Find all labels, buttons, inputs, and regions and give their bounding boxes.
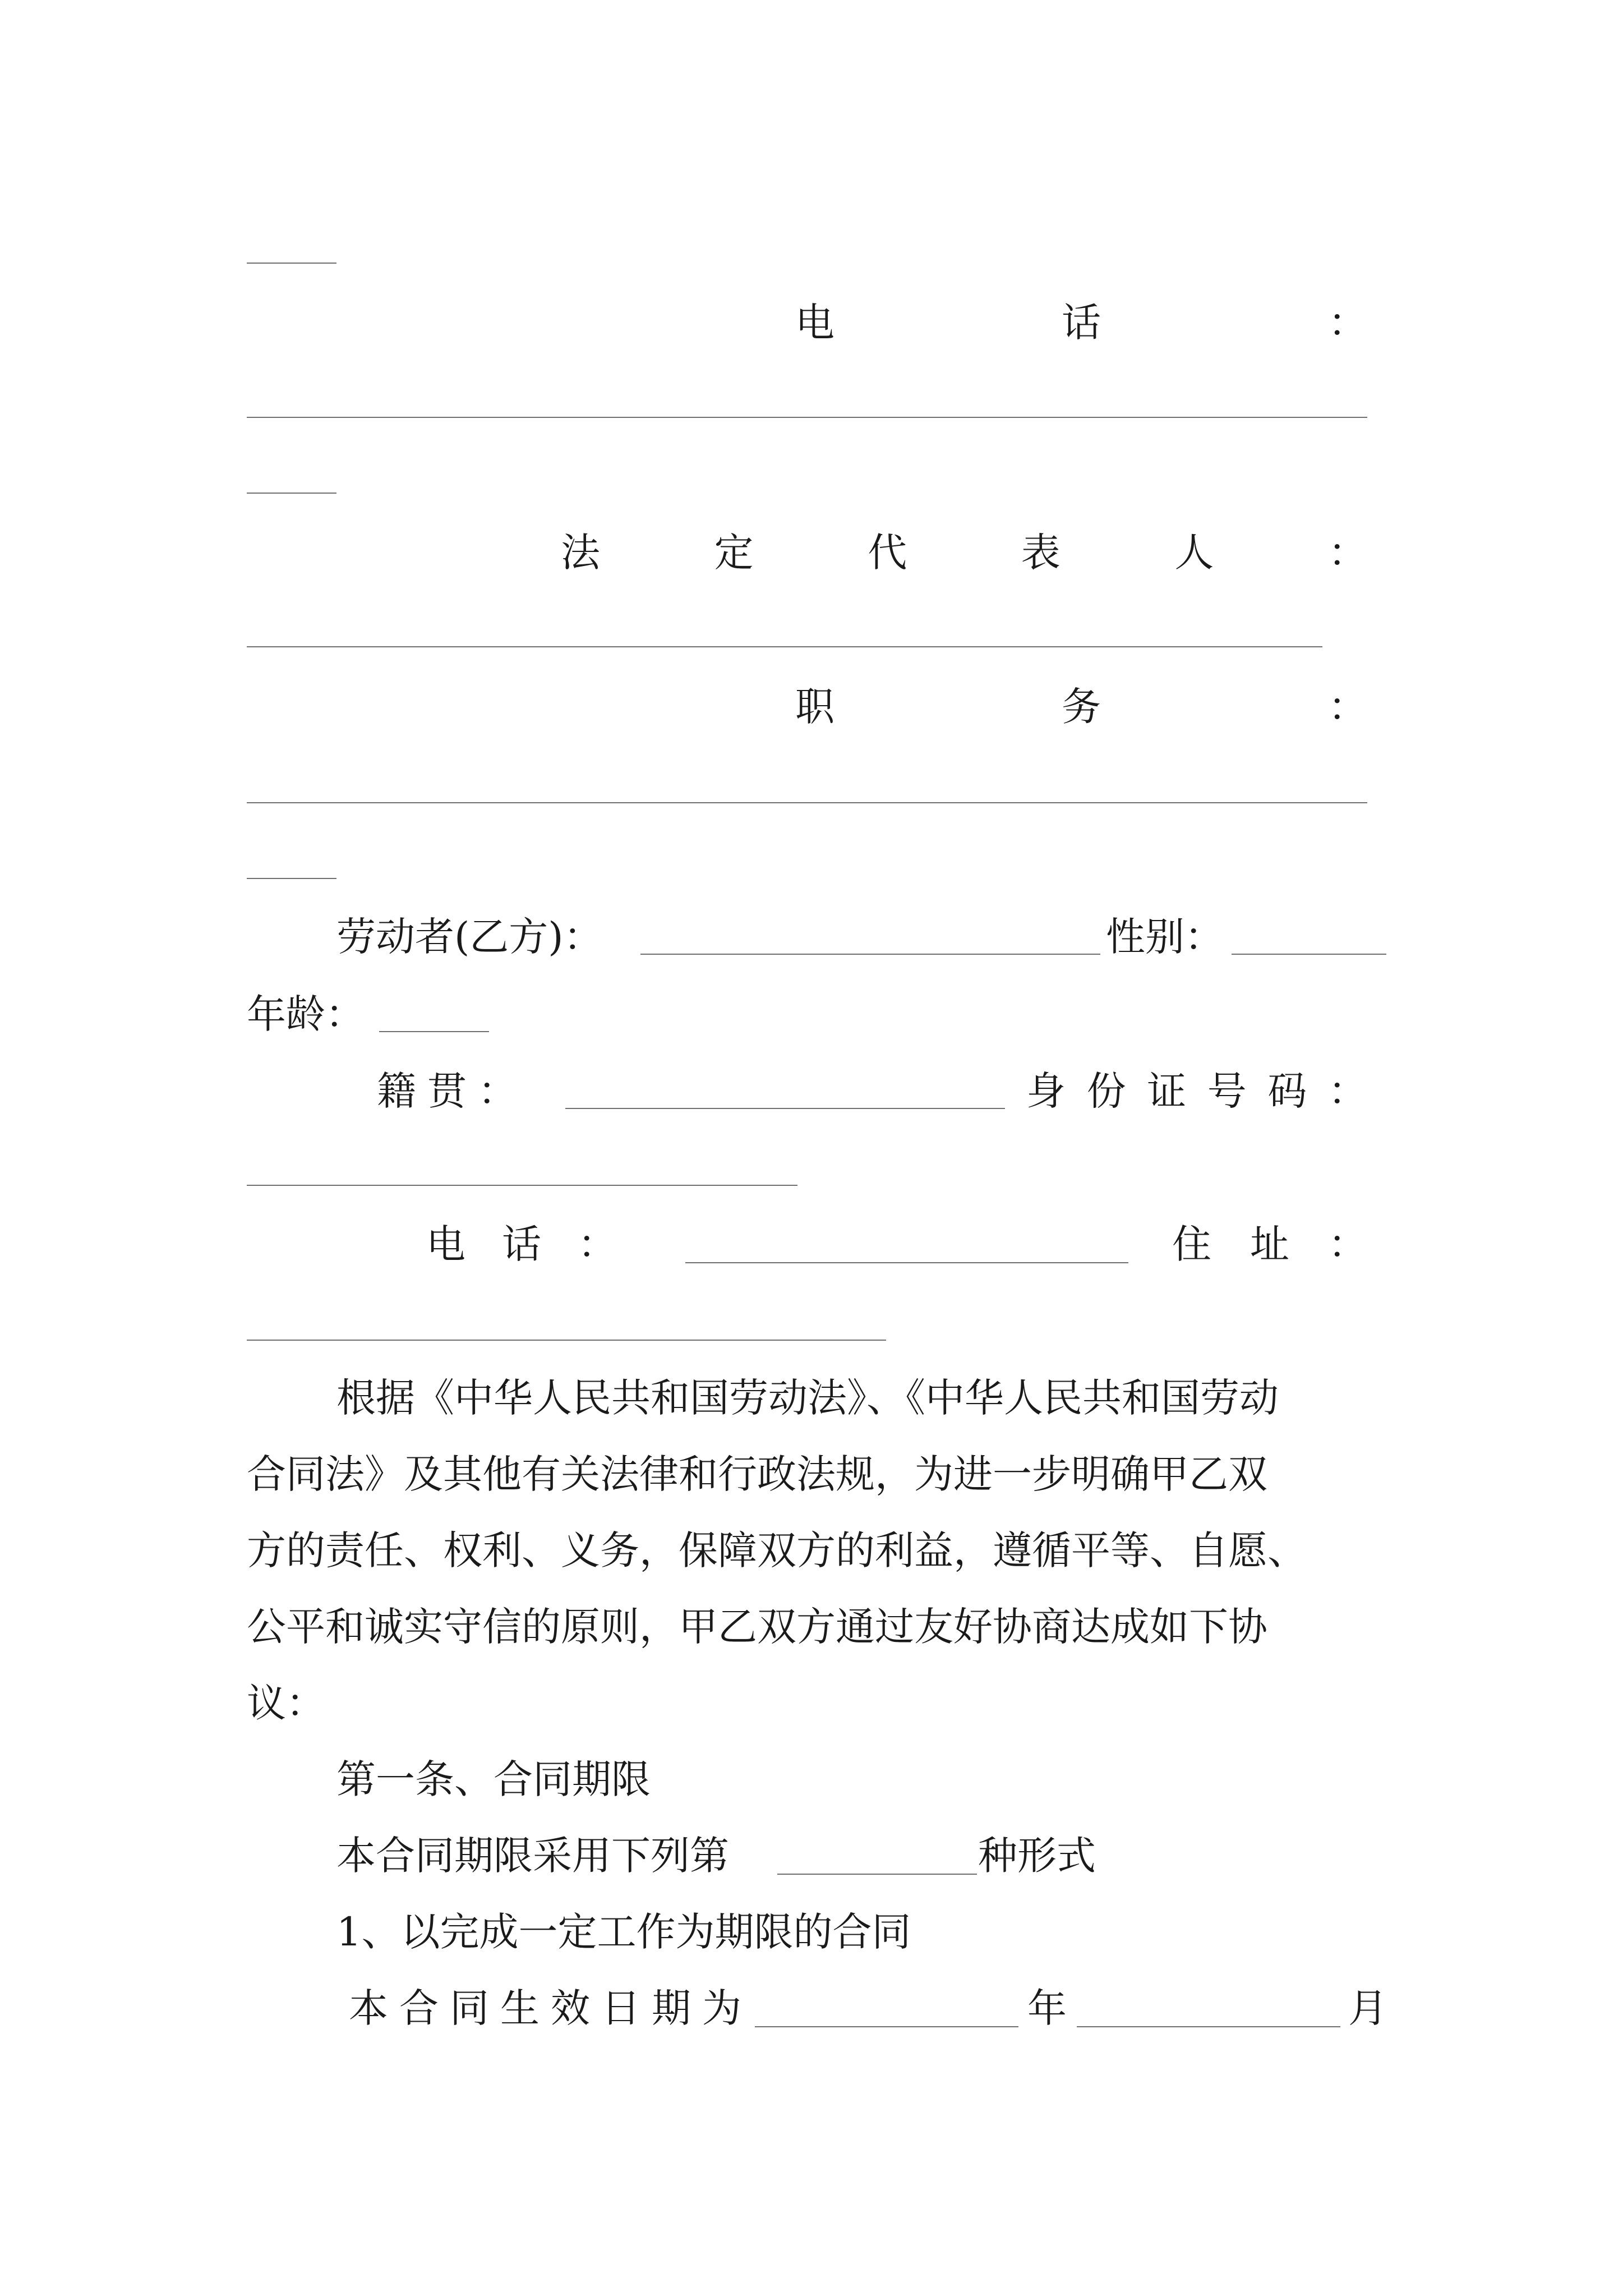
contract-form-field[interactable]: [777, 1874, 977, 1875]
label-char: 表: [1021, 530, 1061, 576]
position-label: [795, 679, 1367, 735]
label-char: 电: [795, 300, 834, 346]
preamble-line: 议：: [247, 1680, 325, 1726]
label-char: 生: [500, 1985, 540, 2031]
label-char: 贯: [427, 1068, 467, 1114]
label-char: 号: [1207, 1068, 1247, 1114]
label-char: 话: [502, 1221, 541, 1267]
label-char: ：: [1328, 1221, 1367, 1267]
address-field[interactable]: [247, 1340, 886, 1341]
effective-year-field[interactable]: [755, 2026, 1018, 2027]
preamble-line: 方的责任、权利、义务，保障双方的利益，遵循平等、自愿、: [247, 1527, 1307, 1573]
native-place-label: [377, 1063, 517, 1119]
gender-label: 性别：: [1106, 914, 1224, 960]
label-char: 务: [1062, 684, 1101, 730]
legal-representative-field[interactable]: [247, 646, 1322, 647]
label-char: ：: [478, 1068, 517, 1114]
label-char: 法: [561, 530, 600, 576]
gender-field[interactable]: [1232, 954, 1386, 955]
label-char: 定: [714, 530, 754, 576]
month-label: 月: [1348, 1985, 1387, 2031]
label-char: 合: [399, 1985, 439, 2031]
label-char: 份: [1086, 1068, 1126, 1114]
label-char: 本: [349, 1985, 388, 2031]
native-place-field[interactable]: [565, 1108, 1005, 1109]
contract-form-prefix: 本合同期限采用下列第: [336, 1833, 729, 1879]
label-char: 话: [1062, 300, 1101, 346]
label-char: 码: [1267, 1068, 1307, 1114]
employee-phone-label: [426, 1216, 617, 1272]
id-number-field[interactable]: [247, 1185, 797, 1186]
label-char: 址: [1250, 1221, 1289, 1267]
effective-date-label: [349, 1980, 741, 2036]
effective-month-field[interactable]: [1077, 2026, 1340, 2027]
contract-form-suffix: 种形式: [978, 1833, 1096, 1879]
position-field-cont[interactable]: [247, 878, 336, 879]
age-field[interactable]: [379, 1031, 489, 1032]
label-char: 代: [868, 530, 907, 576]
preamble-line: 合同法》及其他有关法律和行政法规，为进一步明确甲乙双: [247, 1451, 1267, 1497]
label-char: 证: [1147, 1068, 1187, 1114]
label-char: 住: [1172, 1221, 1211, 1267]
article-title: 第一条、合同期限: [336, 1756, 651, 1802]
label-char: 日: [601, 1985, 640, 2031]
preamble-line: 公平和诚实守信的原则，甲乙双方通过友好协商达成如下协: [247, 1604, 1267, 1650]
label-char: 效: [551, 1985, 590, 2031]
label-char: ：: [1327, 1068, 1367, 1114]
label-char: 身: [1026, 1068, 1066, 1114]
label-char: ：: [1328, 684, 1367, 730]
employee-phone-field[interactable]: [685, 1262, 1128, 1263]
label-char: 人: [1174, 530, 1214, 576]
label-char: ：: [1327, 530, 1367, 576]
age-label: 年龄：: [247, 991, 365, 1037]
label-char: ：: [1328, 300, 1367, 346]
label-char: 电: [426, 1221, 465, 1267]
option-1: 1、以完成一定工作为期限的合同: [336, 1909, 911, 1955]
label-char: 为: [702, 1985, 741, 2031]
label-char: 职: [795, 684, 834, 730]
label-char: 期: [652, 1985, 691, 2031]
worker-name-field[interactable]: [640, 954, 1100, 955]
label-char: 籍: [377, 1068, 416, 1114]
label-char: 同: [450, 1985, 489, 2031]
employer-phone-field[interactable]: [247, 417, 1367, 418]
preamble-line: 根据《中华人民共和国劳动法》、《中华人民共和国劳动: [336, 1375, 1279, 1421]
id-number-label: [1026, 1063, 1367, 1119]
worker-label: 劳动者(乙方)：: [336, 914, 603, 960]
employer-phone-label: [795, 295, 1367, 351]
position-field[interactable]: [247, 802, 1367, 803]
blank-line: [247, 263, 336, 264]
address-label: [1172, 1216, 1367, 1272]
employer-phone-field-cont[interactable]: [247, 493, 336, 494]
year-label: 年: [1027, 1985, 1067, 2031]
legal-representative-label: [561, 524, 1367, 581]
label-char: ：: [578, 1221, 617, 1267]
